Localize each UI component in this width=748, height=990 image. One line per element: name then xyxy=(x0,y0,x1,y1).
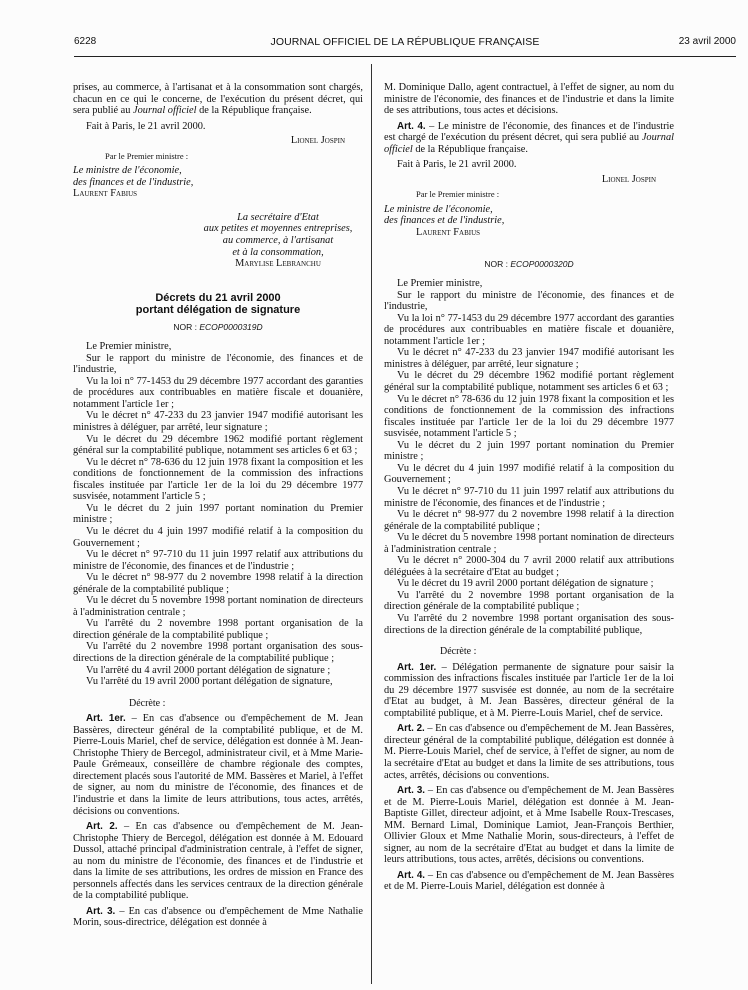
visa-item: Vu la loi n° 77-1453 du 29 décembre 1977 accordant des garanties de procédures aux contribuables en matière fiscale et douanière, notamment l'article 1er ; xyxy=(73,375,363,410)
visas-list xyxy=(73,341,363,687)
visa-item: Vu le décret du 5 novembre 1998 portant nomination de directeurs à l'administration centrale ; xyxy=(384,532,674,555)
right-column xyxy=(384,82,674,893)
visa-item: Vu le décret n° 98-977 du 2 novembre 1998 relatif à la direction générale de la comptabilité publique ; xyxy=(73,572,363,595)
signatory-name: Lionel Jospin xyxy=(290,135,345,147)
par-premier-ministre: Par le Premier ministre : xyxy=(416,189,500,200)
article-text: – Délégation permanente de signature pour saisir la commission des infractions fiscales instituée par l'article 1er de la loi du 29 décembre 1977 susvisée est donnée, au nom de la secrétaire d'Etat au budget, à M. Jean Bassères, directeur général de la comptabilité publique, et à M. Pierre-Louis Mariel, chef de service. xyxy=(384,661,674,719)
visa-item: Vu le décret n° 2000-304 du 7 avril 2000 relatif aux attributions déléguées à la secrétaire d'Etat au budget ; xyxy=(384,555,674,578)
article-text: – En cas d'absence ou d'empêchement de M. Jean Bassères et de M. Pierre-Louis Mariel, délégation est donnée à M. Jean-Baptiste Gillet, directeur adjoint, et à Mme Isabelle Roux-Trescases, MM. Bernard Limal, Dominique Lamiot, Jean-François Berthier, Ollivier Gloux et Mme Nathalie Morin, sous-directeurs, à l'effet de signer, au nom de la secrétaire d'Etat au budget et dans la limite de leurs attributions, tous actes, arrêtés, décisions ou conventions. xyxy=(384,785,675,866)
visa-item: Vu le décret du 4 juin 1997 modifié relatif à la composition du Gouvernement ; xyxy=(73,525,363,549)
visa-item: Vu l'arrêté du 2 novembre 1998 portant organisation des sous-directions de la direction générale de la comptabilité publique ; xyxy=(73,641,363,664)
article-text: – En cas d'absence ou d'empêchement de M. Jean-Christophe Thiery de Bercegol, délégation est donnée à M. Edouard Dussol, attaché principal d'administration centrale, à l'effet de signer, au nom du ministre de l'économie, des finances et de l'industrie et dans la limite de ses attributions, les ordres de mission en France des personnels affectés dans les services centraux de la direction générale de la comptabilité publique. xyxy=(73,821,363,902)
article xyxy=(384,785,674,866)
visa-item: Le Premier ministre, xyxy=(397,278,483,290)
visa-item: Vu le décret n° 47-233 du 23 janvier 1947 modifié autorisant les ministres à déléguer, par arrêté, leur signature ; xyxy=(73,410,363,434)
visa-item: Vu le décret du 4 juin 1997 modifié relatif à la composition du Gouvernement ; xyxy=(384,462,674,486)
column-divider xyxy=(371,64,372,984)
articles-list xyxy=(73,713,363,929)
article-text: – En cas d'absence ou d'empêchement de M. Jean Bassères, directeur général de la comptabilité publique, délégation est donnée à M. Pierre-Louis Mariel, chef de service, à l'effet de signer, au nom de la secrétaire d'Etat au budget et dans la limite de ses attributions, tous actes, arrêtés, décisions ou conventions. xyxy=(384,723,674,781)
fait-a-paris: Fait à Paris, le 21 avril 2000. xyxy=(86,120,206,132)
article xyxy=(73,906,363,929)
visas-list xyxy=(384,278,674,636)
visa-item: Vu le décret du 29 décembre 1962 modifié portant règlement général sur la comptabilité publique, notamment ses articles 6 et 63 ; xyxy=(384,370,674,394)
article-label: Art. 3. xyxy=(397,785,426,797)
article-4: Art. 4. – Le ministre de l'économie, des finances et de l'industrie est chargé de l'exécution du présent décret, qui sera publié au Journal officiel de la République française. xyxy=(384,120,674,155)
article xyxy=(384,662,674,720)
article-text: – En cas d'absence ou d'empêchement de Mme Nathalie Morin, sous-directrice, délégation est donnée à xyxy=(73,905,363,929)
nor-reference: NOR : ECOP0000319D xyxy=(173,321,263,332)
article xyxy=(384,870,674,893)
articles-list xyxy=(384,662,674,893)
article-label: Art. 2. xyxy=(86,821,118,833)
left-column xyxy=(73,82,363,929)
visa-item: Vu le décret du 29 décembre 1962 modifié portant règlement général sur la comptabilité publique, notamment ses articles 6 et 63 ; xyxy=(73,433,363,457)
nor-reference: NOR : ECOP0000320D xyxy=(484,258,574,269)
visa-item: Vu le décret n° 97-710 du 11 juin 1997 relatif aux attributions du ministre de l'économie, des finances et de l'industrie ; xyxy=(73,549,363,572)
article-text: – En cas d'absence ou d'empêchement de M. Jean Bassères et de M. Pierre-Louis Mariel, délégation est donnée à xyxy=(384,869,675,893)
visa-item: Vu le décret n° 98-977 du 2 novembre 1998 relatif à la direction générale de la comptabilité publique ; xyxy=(384,509,674,532)
page-header xyxy=(74,32,736,57)
issue-date: 23 avril 2000 xyxy=(678,36,736,47)
visa-item: Vu l'arrêté du 4 avril 2000 portant délégation de signature ; xyxy=(86,664,331,676)
minister-signature: Le ministre de l'économie, des finances et de l'industrie, Laurent Fabius xyxy=(73,165,194,200)
visa-item: Sur le rapport du ministre de l'économie, des finances et de l'industrie, xyxy=(73,352,363,376)
minister-signature: Le ministre de l'économie, des finances et de l'industrie, Laurent Fabius xyxy=(384,203,505,239)
article xyxy=(73,713,363,817)
article xyxy=(73,821,363,902)
visa-item: Vu le décret n° 47-233 du 23 janvier 1947 modifié autorisant les ministres à déléguer, par arrêté, leur signature ; xyxy=(384,347,674,370)
closing-paragraph: prises, au commerce, à l'artisanat et à la consommation sont chargés, chacun en ce qui le concerne, de l'exécution du présent décret, qui sera publié au Journal officiel de la République française. xyxy=(73,82,363,117)
decrete-heading: Décrète : xyxy=(129,697,166,709)
visa-item: Vu l'arrêté du 19 avril 2000 portant délégation de signature, xyxy=(86,676,333,688)
journal-title: JOURNAL OFFICIEL DE LA RÉPUBLIQUE FRANÇAISE xyxy=(270,36,540,48)
visa-item: Le Premier ministre, xyxy=(86,341,172,353)
visa-item: Vu l'arrêté du 2 novembre 1998 portant organisation de la direction générale de la comptabilité publique ; xyxy=(384,589,674,613)
visa-item: Vu le décret du 2 juin 1997 portant nomination du Premier ministre ; xyxy=(73,502,363,526)
fait-a-paris: Fait à Paris, le 21 avril 2000. xyxy=(397,159,517,171)
signatory-name: Lionel Jospin xyxy=(601,173,656,185)
visa-item: Vu le décret du 19 avril 2000 portant délégation de signature ; xyxy=(397,578,654,590)
article-label: Art. 4. xyxy=(397,869,426,881)
visa-item: Sur le rapport du ministre de l'économie, des finances et de l'industrie, xyxy=(384,289,674,313)
secretary-signature: La secrétaire d'Etat aux petites et moyennes entreprises, au commerce, à l'artisanat et à la consommation, Marylise Lebranchu xyxy=(203,211,353,270)
par-premier-ministre: Par le Premier ministre : xyxy=(105,150,189,161)
visa-item: Vu le décret du 2 juin 1997 portant nomination du Premier ministre ; xyxy=(384,439,674,463)
visa-item: Vu le décret du 5 novembre 1998 portant nomination de directeurs à l'administration centrale ; xyxy=(73,595,363,618)
decree-title: Décrets du 21 avril 2000 portant délégation de signature xyxy=(135,291,301,316)
article-label: Art. 1er. xyxy=(397,661,437,673)
page-number: 6228 xyxy=(74,36,97,47)
article-text: – En cas d'absence ou d'empêchement de M. Jean Bassères, directeur général de la comptabilité publique, et de M. Pierre-Louis Mariel, chef de service, délégation est donnée à M. Jean-Christophe Thiery de Bercegol, administrateur civil, et à Mme Marie-Paule Grémeaux, conseillère de chambre régionale des comptes, directement placés sous l'autorité de MM. Bassères et Mariel, à l'effet de signer, au nom du ministre de l'économie, des finances et de l'industrie et dans la limite de leurs attributions, tous actes, arrêtés, décisions ou conventions. xyxy=(73,713,363,817)
article-label: Art. 3. xyxy=(86,905,116,917)
decrete-heading: Décrète : xyxy=(440,646,477,658)
article-label: Art. 1er. xyxy=(86,713,126,725)
continuation-paragraph: M. Dominique Dallo, agent contractuel, à l'effet de signer, au nom du ministre de l'économie, des finances et de l'industrie et dans la limite de ses attributions, tous actes et décisions. xyxy=(384,82,674,117)
visa-item: Vu l'arrêté du 2 novembre 1998 portant organisation de la direction générale de la comptabilité publique ; xyxy=(73,618,363,641)
visa-item: Vu le décret n° 78-636 du 12 juin 1978 fixant la composition et les conditions de fonctionnement de la commission des infractions fiscales instituée par l'article 1er de la loi du 29 décembre 1977 susvisée, notamment l'article 5 ; xyxy=(73,456,363,503)
visa-item: Vu le décret n° 97-710 du 11 juin 1997 relatif aux attributions du ministre de l'économie, des finances et de l'industrie ; xyxy=(384,485,674,509)
article-label: Art. 2. xyxy=(397,723,425,735)
visa-item: Vu l'arrêté du 2 novembre 1998 portant organisation des sous-directions de la direction générale de la comptabilité publique, xyxy=(384,612,674,636)
visa-item: Vu la loi n° 77-1453 du 29 décembre 1977 accordant des garanties de procédures aux contribuables en matière fiscale et douanière, notamment l'article 1er ; xyxy=(384,312,674,347)
visa-item: Vu le décret n° 78-636 du 12 juin 1978 fixant la composition et les conditions de fonctionnement de la commission des infractions fiscales instituée par l'article 1er de la loi du 29 décembre 1977 susvisée, notamment l'article 5 ; xyxy=(384,393,674,440)
article xyxy=(384,723,674,781)
